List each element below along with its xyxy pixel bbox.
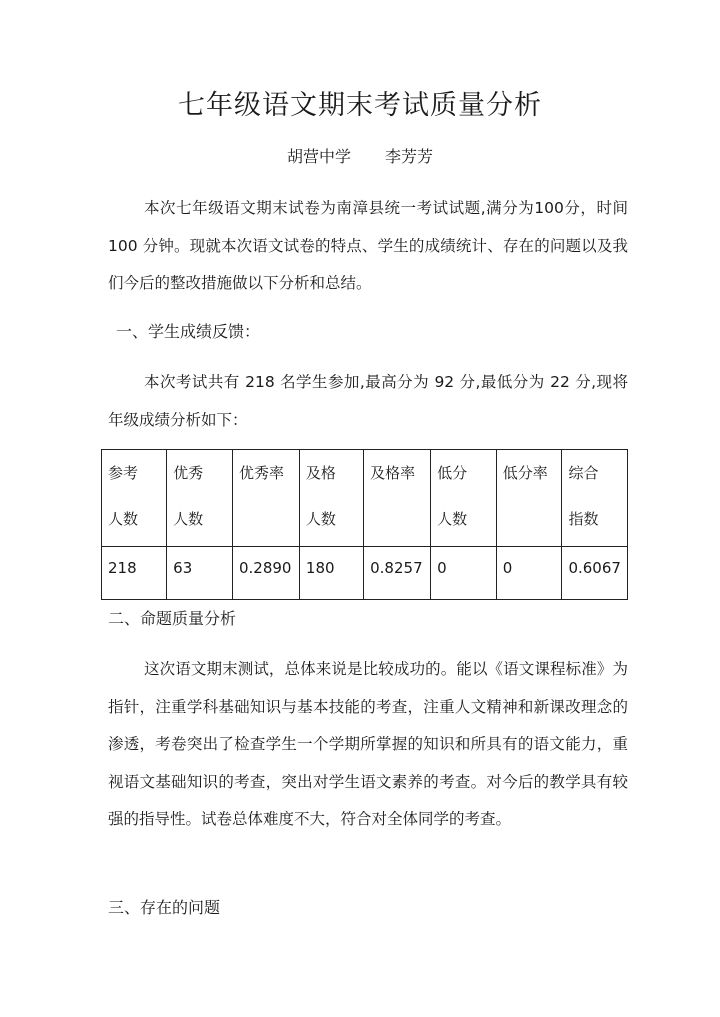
table-header-cell: 低分率 [496,450,562,547]
school-name: 胡营中学 [286,147,351,166]
table-cell: 63 [167,547,233,600]
byline [0,143,720,171]
table-cell: 0.6067 [562,547,628,600]
grade-table [101,449,628,600]
table-cell: 218 [102,547,167,600]
table-header-cell: 优秀 人数 [167,450,233,547]
section2-paragraph: 这次语文期末测试，总体来说是比较成功的。能以《语文课程标准》为指针，注重学科基础知识与基本技能的考查，注重人文精神和新课改理念的渗透，考卷突出了检查学生一个学期所掌握的知识和所具有的语文能力，重视语文基础知识的考查，突出对学生语文素养的考查。对今后的教学具有较强的指导性。试卷总体难度不大，符合对全体同学的考查。 [108,660,628,828]
document-title: 七年级语文期末考试质量分析 [178,90,542,121]
table-header-cell: 参考 人数 [102,450,167,547]
table-header-cell: 优秀率 [232,450,299,547]
section1-heading: 一、学生成绩反馈： [116,322,261,341]
table-cell: 0.2890 [232,547,299,600]
table-cell: 0.8257 [364,547,431,600]
table-header-row [102,450,628,547]
section1-paragraph: 本次考试共有 218 名学生参加,最高分为 92 分,最低分为 22 分,现将年级成绩分析如下： [108,373,628,429]
table-row [102,547,628,600]
table-header-cell: 及格率 [364,450,431,547]
table-header-cell: 低分 人数 [431,450,497,547]
table-header-cell: 及格 人数 [299,450,363,547]
section2-heading: 二、命题质量分析 [108,609,237,628]
author-name: 李芳芳 [385,147,434,166]
table-cell: 0 [496,547,562,600]
intro-paragraph: 本次七年级语文期末试卷为南漳县统一考试试题,满分为100分，时间 100 分钟。现就本次语文试卷的特点、学生的成绩统计、存在的问题以及我们今后的整改措施做以下分析和总结。 [108,199,628,292]
table-header-cell: 综合 指数 [562,450,628,547]
table-cell: 0 [431,547,497,600]
table-cell: 180 [299,547,363,600]
section3-heading: 三、存在的问题 [108,898,221,917]
